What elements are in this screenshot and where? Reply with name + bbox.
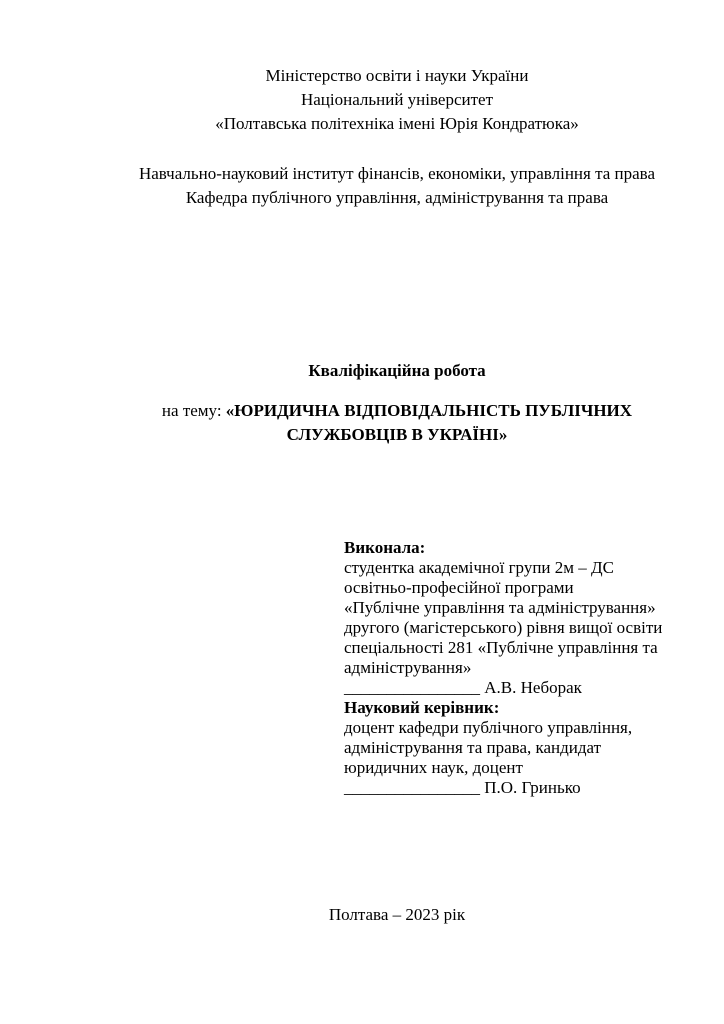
ministry-header-block bbox=[100, 64, 694, 136]
work-title-block bbox=[100, 399, 694, 447]
supervisor-detail-line: доцент кафедри публічного управління, bbox=[344, 718, 633, 737]
executor-detail-line: другого (магістерського) рівня вищої освіти bbox=[344, 618, 663, 637]
executor-detail-line: адміністрування» bbox=[344, 658, 472, 677]
supervisor-name: П.О. Гринько bbox=[480, 778, 581, 797]
ministry-line: Міністерство освіти і науки України bbox=[265, 66, 529, 85]
supervisor-detail-line: адміністрування та права, кандидат bbox=[344, 738, 602, 757]
signature-blank: ________________ bbox=[344, 678, 480, 697]
supervisor-signature-line bbox=[344, 778, 704, 798]
executor-block bbox=[344, 538, 704, 798]
supervisor-detail-line: юридичних наук, доцент bbox=[344, 758, 523, 777]
work-type-heading: Кваліфікаційна робота bbox=[308, 361, 486, 380]
supervisor-label: Науковий керівник: bbox=[344, 698, 500, 717]
signature-blank: ________________ bbox=[344, 778, 480, 797]
work-title-line1 bbox=[100, 399, 694, 423]
institute-block bbox=[100, 162, 694, 210]
performed-by-label: Виконала: bbox=[344, 538, 426, 557]
institute-line: Навчально-науковий інститут фінансів, економіки, управління та права bbox=[138, 164, 656, 183]
title-part1: «ЮРИДИЧНА ВІДПОВІДАЛЬНІСТЬ ПУБЛІЧНИХ bbox=[225, 401, 633, 420]
student-signature-line bbox=[344, 678, 704, 698]
footer-city-year: Полтава – 2023 рік bbox=[328, 905, 466, 924]
executor-detail-line: «Публічне управління та адміністрування» bbox=[344, 598, 656, 617]
executor-detail-line: студентка академічної групи 2м – ДС bbox=[344, 558, 614, 577]
department-line: Кафедра публічного управління, адміністрування та права bbox=[185, 188, 609, 207]
work-title-line2: СЛУЖБОВЦІВ В УКРАЇНІ» bbox=[286, 425, 508, 444]
student-name: А.В. Неборак bbox=[480, 678, 582, 697]
executor-detail-line: освітньо-професійної програми bbox=[344, 578, 574, 597]
executor-detail-line: спеціальності 281 «Публічне управління та bbox=[344, 638, 658, 657]
topic-prefix: на тему: bbox=[161, 401, 226, 420]
university-line: Національний університет bbox=[300, 90, 494, 109]
university-name-line: «Полтавська політехніка імені Юрія Кондратюка» bbox=[215, 114, 579, 133]
